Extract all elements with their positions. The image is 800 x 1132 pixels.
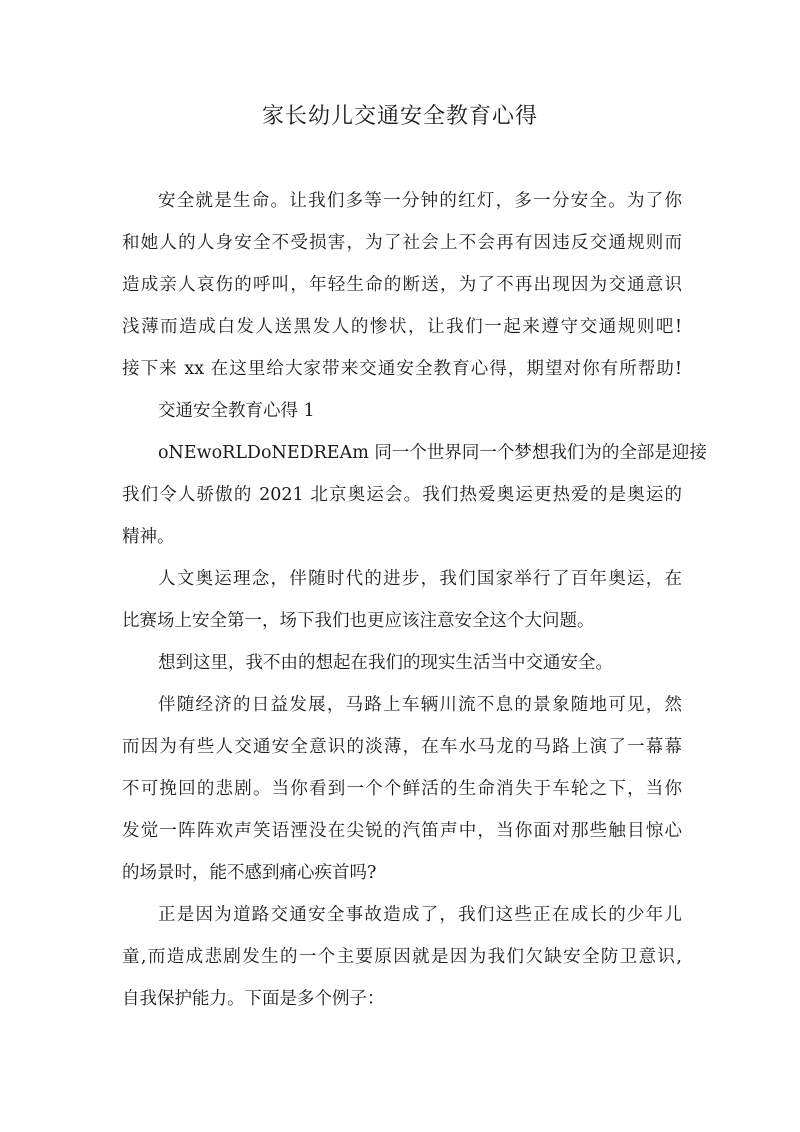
paragraph-line: 不可挽回的悲剧。当你看到一个个鲜活的生命消失于车轮之下，当你 [122, 779, 682, 799]
paragraph-line: 而因为有些人交通安全意识的淡薄，在车水马龙的马路上演了一幕幕 [122, 737, 682, 757]
paragraph-line: 接下来 xx 在这里给大家带来交通安全教育心得，期望对你有所帮助! [122, 359, 682, 379]
paragraph-line: 浅薄而造成白发人送黑发人的惨状，让我们一起来遵守交通规则吧! [122, 317, 682, 337]
paragraph-line: 人文奥运理念，伴随时代的进步，我们国家举行了百年奥运，在 [158, 569, 682, 589]
document-title: 家长幼儿交通安全教育心得 [261, 104, 538, 129]
paragraph-line: 的场景时，能不感到痛心疾首吗? [122, 863, 377, 883]
paragraph-line: 造成亲人哀伤的呼叫，年轻生命的断送，为了不再出现因为交通意识 [122, 275, 682, 295]
section-heading: 交通安全教育心得 1 [158, 401, 315, 421]
paragraph-line: 精神。 [122, 527, 175, 547]
paragraph-line: oNEwoRLDoNEDREAm 同一个世界同一个梦想我们为的全部是迎接 [158, 443, 707, 463]
paragraph-line: 比赛场上安全第一，场下我们也更应该注意安全这个大问题。 [122, 611, 595, 631]
paragraph-line: 发觉一阵阵欢声笑语湮没在尖锐的汽笛声中，当你面对那些触目惊心 [122, 821, 682, 841]
paragraph-line: 童,而造成悲剧发生的一个主要原因就是因为我们欠缺安全防卫意识, [122, 947, 682, 967]
paragraph-line: 正是因为道路交通安全事故造成了，我们这些正在成长的少年儿 [158, 905, 682, 925]
paragraph-line: 和她人的人身安全不受损害，为了社会上不会再有因违反交通规则而 [122, 233, 682, 253]
paragraph-line: 安全就是生命。让我们多等一分钟的红灯，多一分安全。为了你 [158, 191, 682, 211]
paragraph-line: 自我保护能力。下面是多个例子： [122, 989, 385, 1009]
paragraph-line: 伴随经济的日益发展，马路上车辆川流不息的景象随地可见，然 [158, 695, 682, 715]
paragraph-line: 想到这里，我不由的想起在我们的现实生活当中交通安全。 [158, 653, 613, 673]
paragraph-line: 我们令人骄傲的 2021 北京奥运会。我们热爱奥运更热爱的是奥运的 [122, 485, 682, 505]
